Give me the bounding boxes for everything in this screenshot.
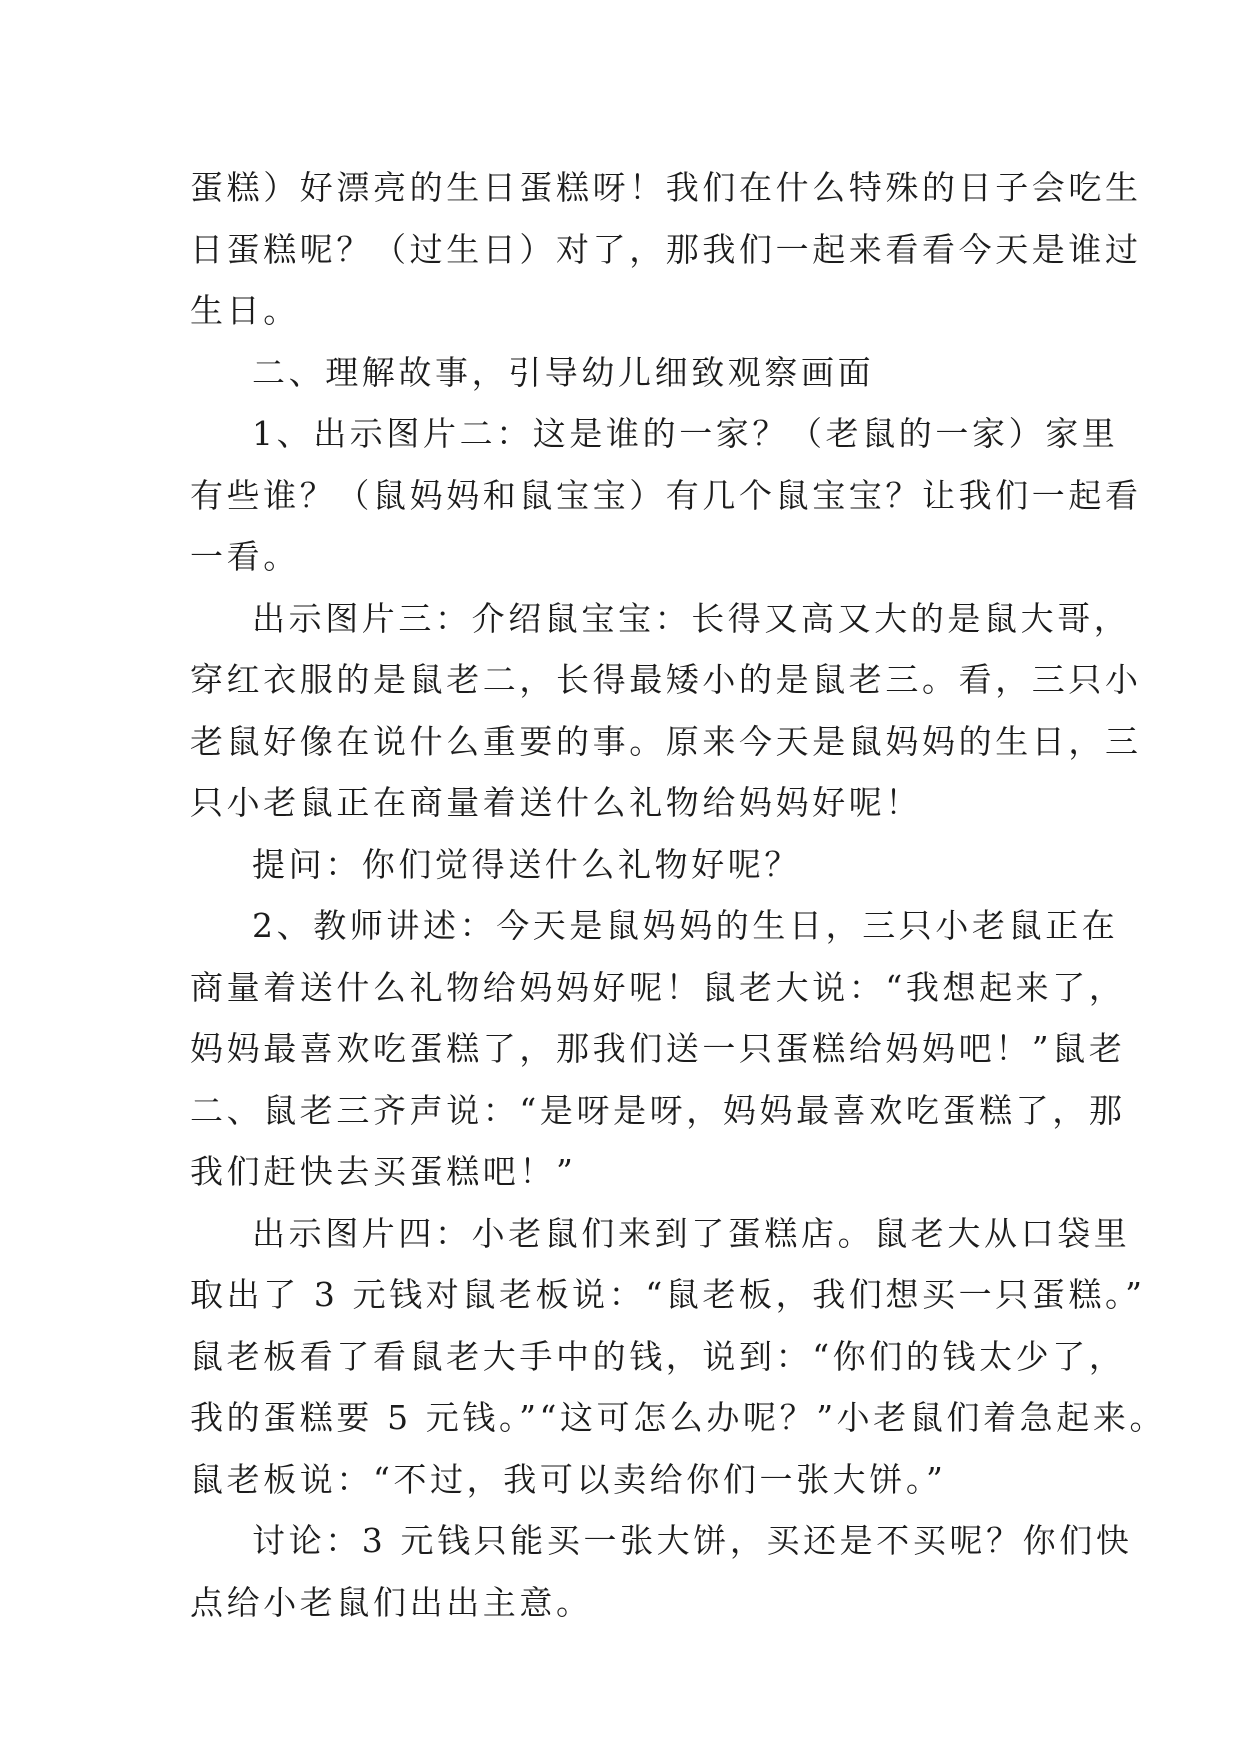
text-line: 穿红衣服的是鼠老二，长得最矮小的是鼠老三。看，三只小 (190, 660, 1142, 699)
text-line: 出示图片三：介绍鼠宝宝：长得又高又大的是鼠大哥， (252, 598, 1131, 638)
text-line: 2、教师讲述：今天是鼠妈妈的生日，三只小老鼠正在 (252, 906, 1119, 945)
text-line: 一看。 (190, 537, 300, 576)
section-heading: 二、理解故事，引导幼儿细致观察画面 (252, 352, 875, 392)
text-line: 生日。 (190, 291, 300, 330)
text-line: 点给小老鼠们出出主意。 (190, 1582, 593, 1622)
text-line: 我们赶快去买蛋糕吧！” (190, 1152, 577, 1191)
text-line: 鼠老板看了看鼠老大手中的钱，说到：“你们的钱太少了， (190, 1336, 1126, 1376)
document-body (190, 157, 1167, 1633)
text-line: 我的蛋糕要 5 元钱。”“这可怎么办呢？”小老鼠们着急起来。 (190, 1398, 1167, 1437)
text-line: 有些谁？（鼠妈妈和鼠宝宝）有几个鼠宝宝？让我们一起看 (190, 475, 1142, 515)
text-line: 出示图片四：小老鼠们来到了蛋糕店。鼠老大从口袋里 (252, 1213, 1131, 1253)
text-line: 老鼠好像在说什么重要的事。原来今天是鼠妈妈的生日，三 (190, 721, 1142, 761)
text-line: 提问：你们觉得送什么礼物好呢？ (252, 844, 801, 884)
text-line: 日蛋糕呢？（过生日）对了，那我们一起来看看今天是谁过 (190, 229, 1142, 269)
text-line: 1、出示图片二：这是谁的一家？（老鼠的一家）家里 (252, 414, 1119, 453)
text-line: 讨论：3 元钱只能买一张大饼，买还是不买呢？你们快 (252, 1521, 1133, 1560)
text-line: 只小老鼠正在商量着送什么礼物给妈妈好呢！ (190, 783, 922, 822)
text-line: 鼠老板说：“不过，我可以卖给你们一张大饼。” (190, 1459, 947, 1499)
text-line: 蛋糕）好漂亮的生日蛋糕呀！我们在什么特殊的日子会吃生 (190, 168, 1142, 207)
text-line: 妈妈最喜欢吃蛋糕了，那我们送一只蛋糕给妈妈吧！”鼠老 (190, 1029, 1126, 1068)
text-line: 二、鼠老三齐声说：“是呀是呀，妈妈最喜欢吃蛋糕了，那 (190, 1090, 1126, 1130)
text-line: 取出了 3 元钱对鼠老板说：“鼠老板，我们想买一只蛋糕。” (190, 1275, 1146, 1314)
text-line: 商量着送什么礼物给妈妈好呢！鼠老大说：“我想起来了， (190, 967, 1126, 1007)
